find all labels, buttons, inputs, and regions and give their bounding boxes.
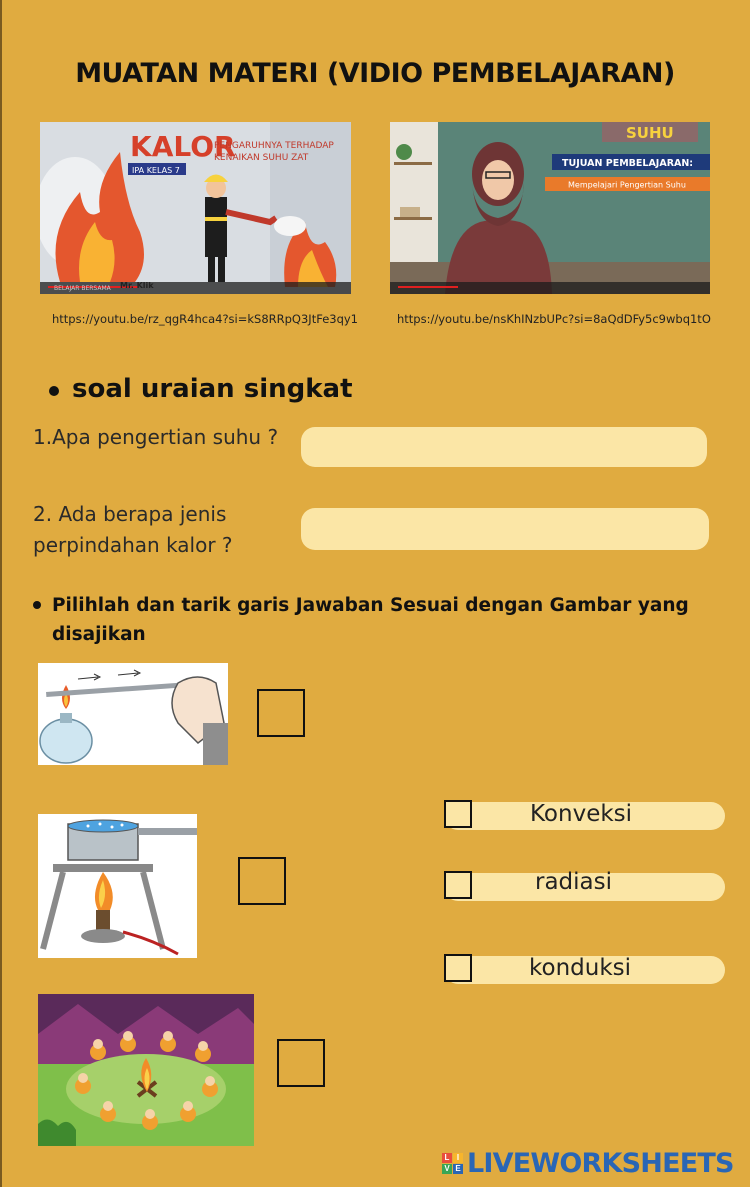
question-2-line-1: 2. Ada berapa jenis — [33, 502, 227, 526]
answer-box-picture-1[interactable] — [257, 689, 305, 737]
video-thumbnail-kalor[interactable] — [40, 122, 351, 294]
matching-instruction-line-1: Pilihlah dan tarik garis Jawaban Sesuai dengan Gambar yang — [52, 595, 689, 616]
option-label-konduksi: konduksi — [529, 955, 632, 981]
video-thumbnail-suhu[interactable] — [390, 122, 710, 294]
video-2-thumb-subtitle-2: Mempelajari Pengertian Suhu — [568, 180, 686, 190]
video-2-thumb-subtitle-1: TUJUAN PEMBELAJARAN: — [562, 158, 694, 169]
option-label-konveksi: Konveksi — [530, 801, 633, 827]
question-2-line-2: perpindahan kalor ? — [33, 533, 233, 557]
logo-text: LIVEWORKSHEETS — [467, 1147, 734, 1179]
video-1-thumb-author: Mr. Klik — [120, 281, 154, 290]
option-label-radiasi: radiasi — [535, 869, 613, 895]
picture-convection-pot — [38, 814, 197, 958]
liveworksheets-logo[interactable] — [442, 1148, 734, 1178]
picture-radiation-campfire — [38, 994, 254, 1146]
answer-box-picture-3[interactable] — [277, 1039, 325, 1087]
answer-box-picture-2[interactable] — [238, 857, 286, 905]
answer-field-2[interactable] — [301, 508, 709, 550]
video-2-thumb-title: SUHU — [626, 124, 674, 142]
matching-instruction-line-2: disajikan — [52, 624, 146, 645]
video-1-thumb-footer: BELAJAR BERSAMA — [54, 285, 111, 292]
video-2-url[interactable]: https://youtu.be/nsKhINzbUPc?si=8aQdDFy5c9wbq1tO — [397, 312, 711, 326]
section-bullet — [33, 601, 41, 609]
logo-grid-icon: L I V E — [442, 1153, 463, 1174]
answer-field-1[interactable] — [301, 427, 707, 467]
section-bullet — [49, 386, 59, 396]
short-answer-heading: soal uraian singkat — [72, 374, 353, 404]
picture-conduction-rod — [38, 663, 228, 765]
page-edge — [0, 0, 2, 1187]
video-1-thumb-subtitle-2: KENAIKAN SUHU ZAT — [214, 153, 309, 163]
video-1-thumb-subtitle-1: PENGARUHNYA TERHADAP — [214, 141, 334, 151]
question-1: 1.Apa pengertian suhu ? — [33, 425, 279, 449]
page-title: MUATAN MATERI (VIDIO PEMBELAJARAN) — [75, 58, 675, 89]
video-1-thumb-badge: IPA KELAS 7 — [132, 166, 180, 175]
video-1-url[interactable]: https://youtu.be/rz_qgR4hca4?si=kS8RRpQ3JtFe3qy1 — [52, 312, 359, 326]
option-box-radiasi[interactable] — [444, 871, 472, 899]
video-1-thumb-title: KALOR — [130, 130, 236, 163]
option-box-konveksi[interactable] — [444, 800, 472, 828]
option-box-konduksi[interactable] — [444, 954, 472, 982]
